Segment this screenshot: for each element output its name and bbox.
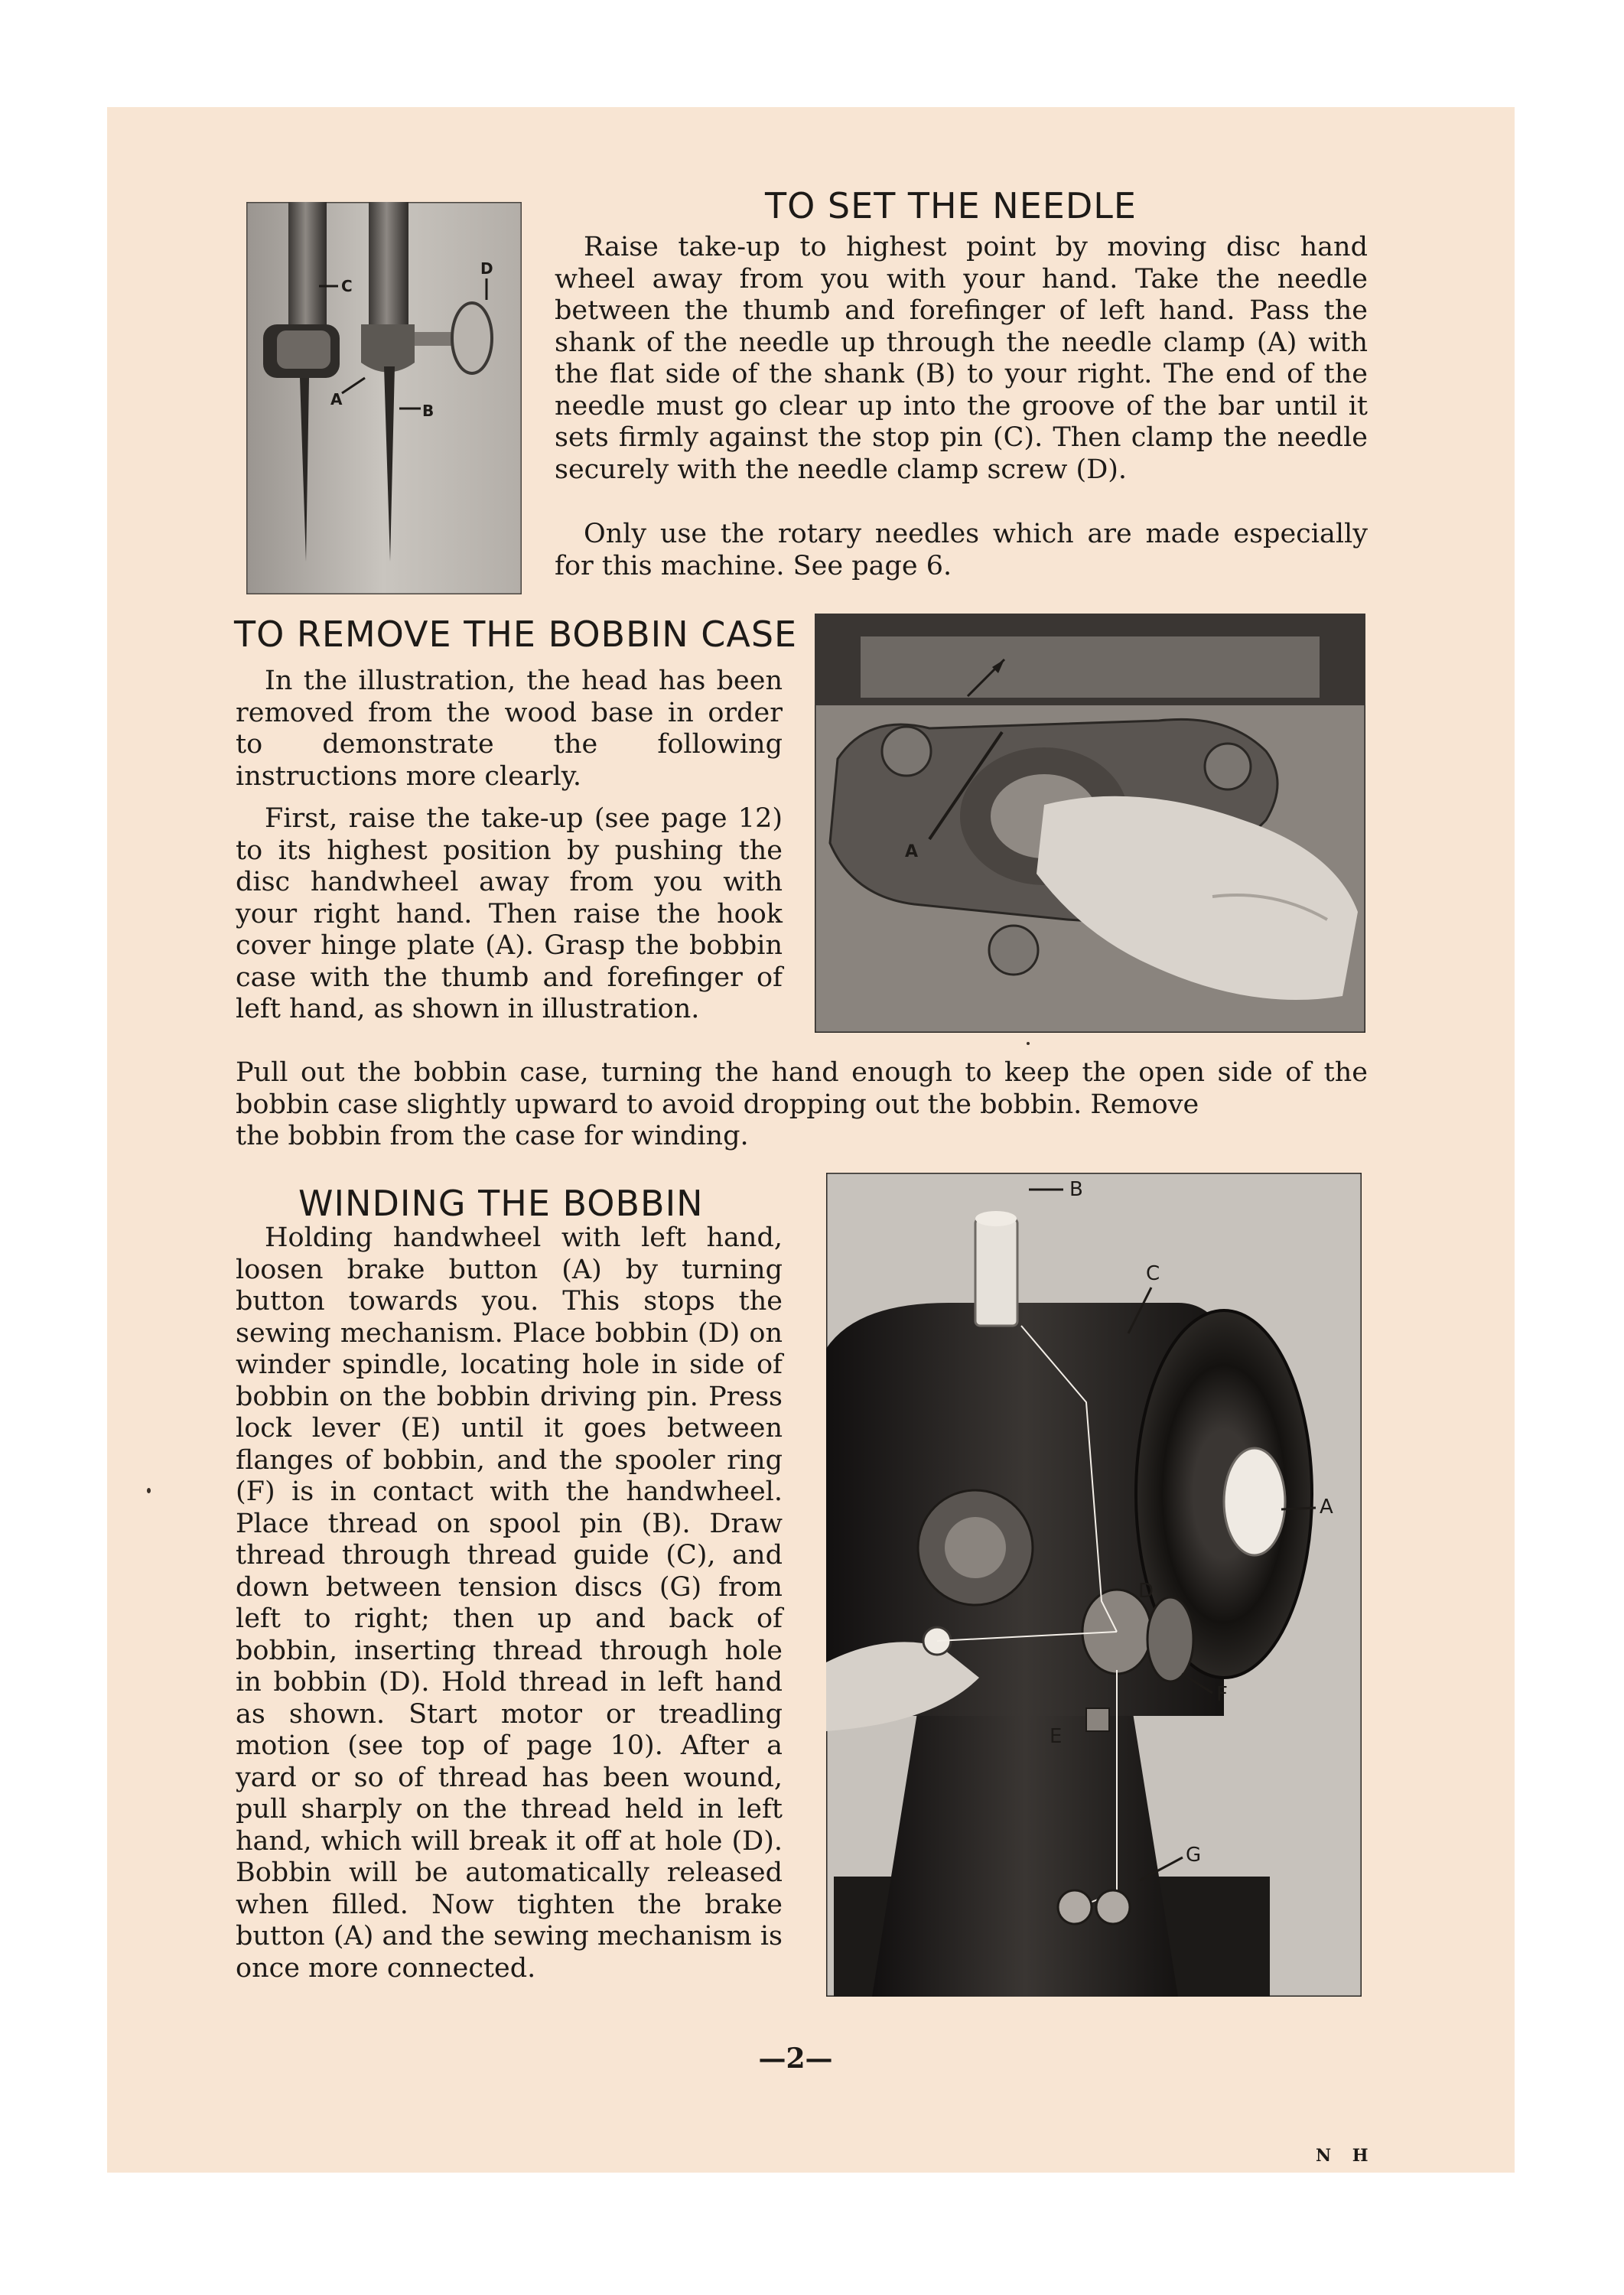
needle-label-a: A <box>330 390 343 409</box>
winding-label-g: G <box>1186 1844 1202 1867</box>
winding-label-d: D <box>1138 1580 1154 1603</box>
winding-heading: WINDING THE BOBBIN <box>298 1183 704 1224</box>
bobbin-case-paragraph-2: First, raise the take-up (see page 12) to its highest position by pushing the disc handwheel away from you with your right hand. Then raise the hook cover hinge plate (A). Grasp the bobbin case with the thumb and forefinger of left hand, as shown in illustration. <box>236 803 783 1024</box>
bobbin-case-photo <box>815 614 1365 1033</box>
paper-speck <box>147 1488 151 1493</box>
needle-label-b: B <box>422 402 434 420</box>
set-needle-heading: TO SET THE NEEDLE <box>765 185 1137 226</box>
paper-speck <box>1027 1042 1030 1045</box>
bobbin-case-paragraph-3b: the bobbin from the case for winding. <box>236 1121 749 1151</box>
footer-code: N H <box>1316 2146 1376 2166</box>
winding-label-e: E <box>1050 1725 1063 1748</box>
needle-label-d: D <box>480 259 493 278</box>
winding-paragraph: Holding handwheel with left hand, loosen brake button (A) by turning button towards you. This stops the sewing mechanism. Place bobbin (D) on winder spindle, locating hole in side of bobbin on the bobbin driving pin. Press lock lever (E) until it goes between flanges of bobbin, and the spooler ring (F) is in contact with the handwheel. Place thread on spool pin (B). Draw thread through thread guide (C), and down between tension discs (G) from left to right; then up and back of bobbin, inserting thread through hole in bobbin (D). Hold thread in left hand as shown. Start motor or treadling motion (see top of page 10). After a yard or so of thread has been wound, pull sharply on the thread held in left hand, which will break it off at hole (D). Bobbin will be automatically released when filled. Now tighten the brake button (A) and the sewing mechanism is once more connected. <box>236 1222 783 1984</box>
bobbin-case-paragraph-3a: Pull out the bobbin case, turning the hand enough to keep the open side of the bobbin case slightly upward to avoid dropping out the bobbin. Remove <box>236 1057 1368 1120</box>
bobbin-case-heading: TO REMOVE THE BOBBIN CASE <box>234 614 798 655</box>
set-needle-paragraph-2: Only use the rotary needles which are made especially for this machine. See page 6. <box>555 519 1368 581</box>
needle-label-c: C <box>341 277 353 295</box>
bobbin-case-paragraph-1: In the illustration, the head has been removed from the wood base in order to demonstrate the following instructions more clearly. <box>236 666 783 792</box>
winding-label-f: F <box>1216 1683 1228 1706</box>
page-number: —2— <box>758 2043 833 2075</box>
bobbin-winding-photo <box>826 1173 1362 1997</box>
bobbin-case-label-a: A <box>905 842 919 861</box>
winding-label-c: C <box>1146 1262 1160 1285</box>
winding-label-a: A <box>1320 1496 1333 1519</box>
winding-label-b: B <box>1069 1178 1083 1201</box>
needle-clamp-illustration <box>246 202 522 594</box>
set-needle-paragraph-1: Raise take-up to highest point by moving disc hand wheel away from you with your hand. Take the needle between the thumb and forefinger of left hand. Pass the shank of the needle up through the needle clamp (A) with the flat side of the shank (B) to your right. The end of the needle must go clear up into the groove of the bar until it sets firmly against the stop pin (C). Then clamp the needle securely with the needle clamp screw (D). <box>555 232 1368 485</box>
